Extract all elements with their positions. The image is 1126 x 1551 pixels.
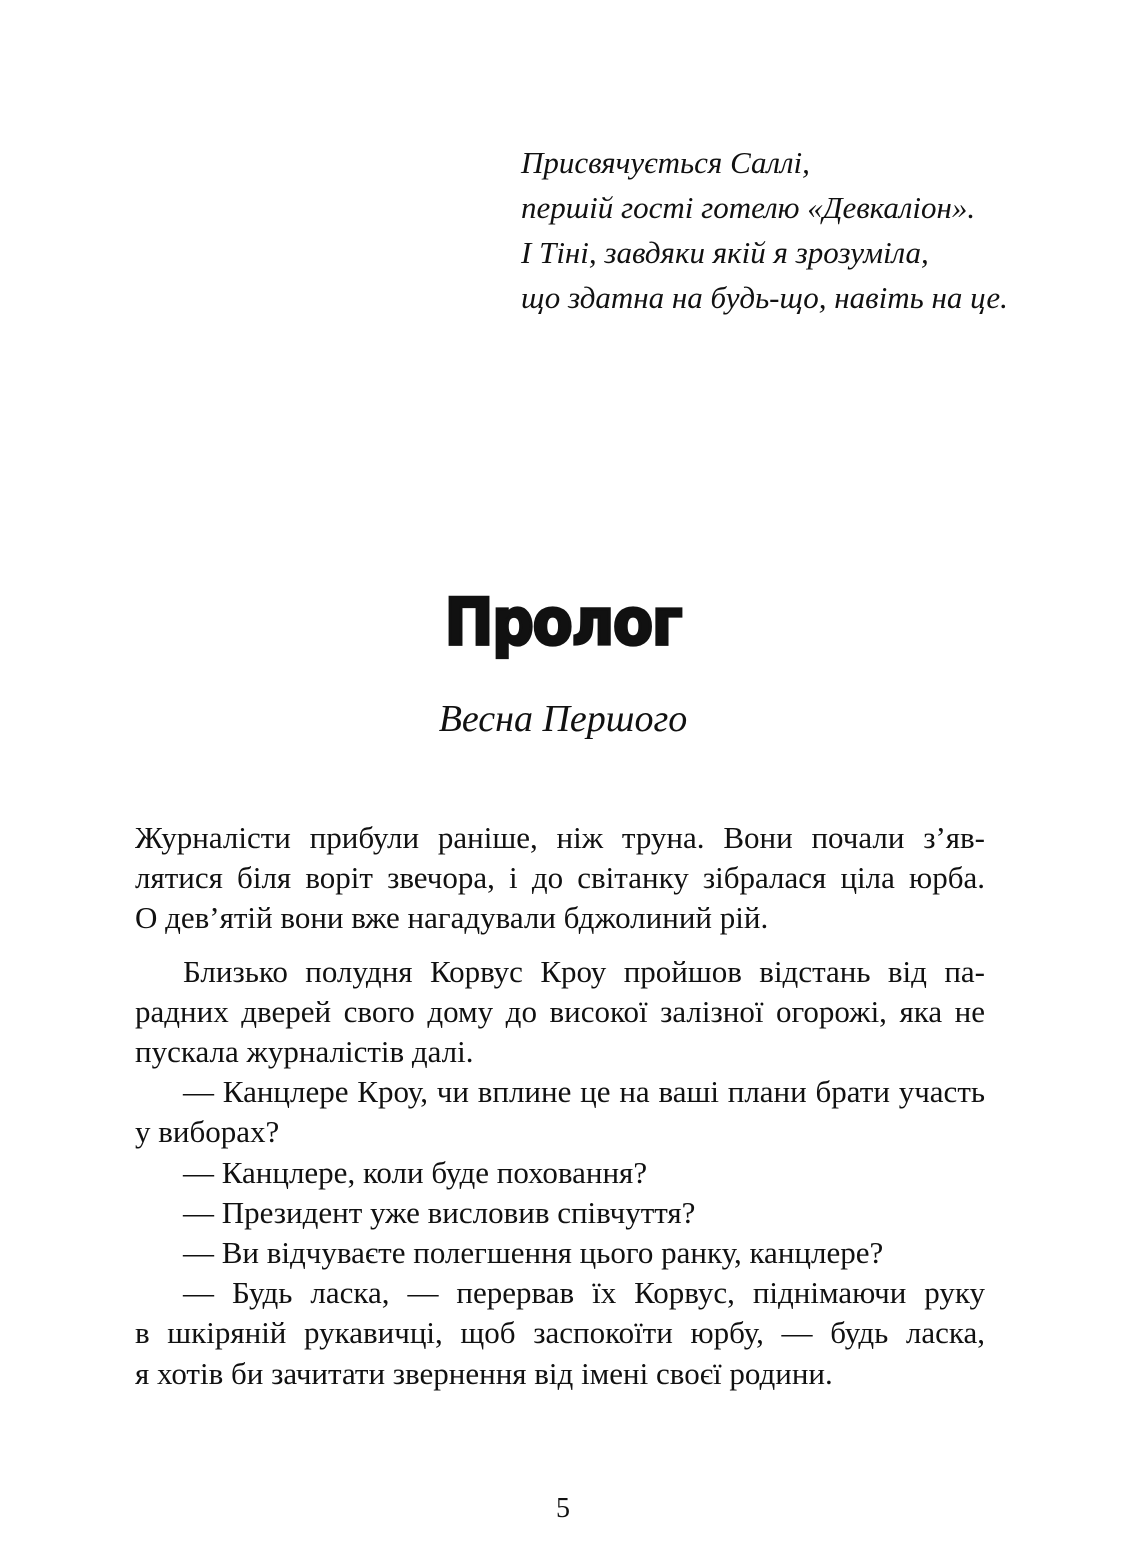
- paragraph-line: Близько полудня Корвус Кроу пройшов відстань від па-: [183, 953, 985, 989]
- paragraph-line: у виборах?: [135, 1114, 280, 1150]
- chapter-title: Пролог: [444, 584, 682, 660]
- paragraph-line: радних дверей свого дому до високої залізної огорожі, яка не: [135, 993, 985, 1029]
- paragraph-line: лятися біля воріт звечора, і до світанку зібралася ціла юрба.: [135, 860, 985, 896]
- paragraph-line: — Канцлере, коли буде поховання?: [183, 1154, 648, 1190]
- paragraph-line: — Ви відчуваєте полегшення цього ранку, канцлере?: [183, 1235, 884, 1271]
- dedication: [521, 140, 1041, 320]
- page-number: 5: [556, 1493, 570, 1524]
- paragraph-line: — Будь ласка, — перервав їх Корвус, піднімаючи руку: [183, 1275, 985, 1311]
- dedication-line: першій гості готелю «Девкаліон».: [521, 190, 976, 225]
- chapter-subtitle: Весна Першого: [438, 698, 688, 740]
- paragraph-line: Журналісти прибули раніше, ніж труна. Вони почали з’яв-: [135, 820, 985, 855]
- body-text: [135, 818, 985, 1394]
- paragraph-line: я хотів би зачитати звернення від імені своєї родини.: [135, 1355, 833, 1391]
- paragraph-line: — Канцлере Кроу, чи вплине це на ваші плани брати участь: [183, 1074, 985, 1110]
- paragraph-line: пускала журналістів далі.: [135, 1034, 474, 1070]
- dedication-line: І Тіні, завдяки якій я зрозуміла,: [521, 235, 929, 270]
- paragraph-line: в шкіряній рукавичці, щоб заспокоїти юрбу, — будь ласка,: [135, 1315, 985, 1351]
- paragraph-line: — Президент уже висловив співчуття?: [183, 1194, 696, 1230]
- dedication-line: що здатна на будь-що, навіть на це.: [521, 280, 1008, 315]
- dedication-line: Присвячується Саллі,: [521, 145, 810, 180]
- paragraph-line: О дев’ятій вони вже нагадували бджолиний рій.: [135, 900, 769, 936]
